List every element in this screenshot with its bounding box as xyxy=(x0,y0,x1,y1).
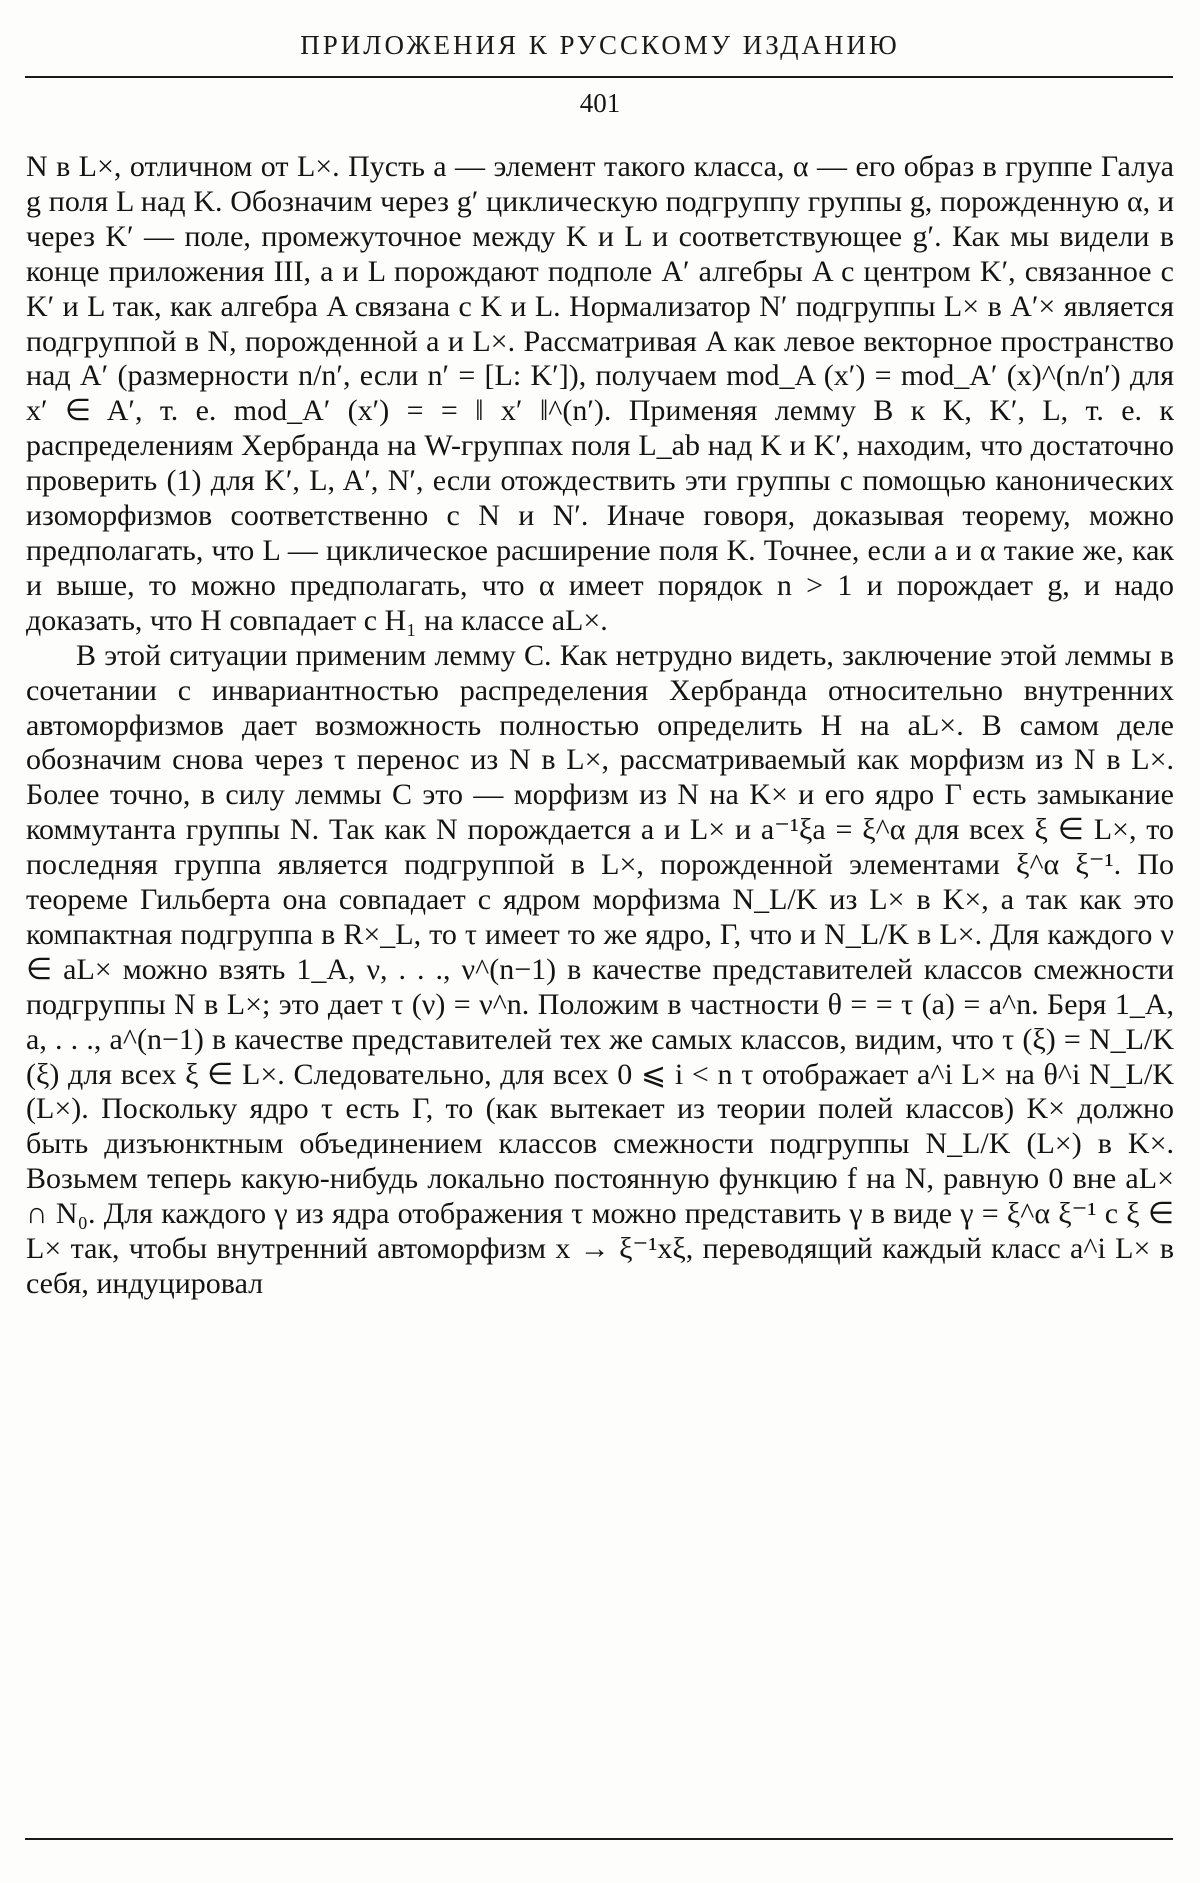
paragraph-1: N в L×, отличном от L×. Пусть a — элемент такого класса, α — его образ в группе Галуа g поля L над K. Обозначим через g′ циклическую подгруппу группы g, порожденную α, и через K′ — поле, промежуточное между K и L и соответствующее g′. Как мы видели в конце приложения III, a и L порождают подполе A′ алгебры A с центром K′, связанное с K′ и L так, как алгебра A связана с K и L. Нормализатор N′ подгруппы L× в A′× является подгруппой в N, порожденной a и L×. Рассматривая A как левое векторное пространство над A′ (размерности n/n′, если n′ = [L: K′]), получаем mod_A (x′) = mod_A′ (x)^(n/n′) для x′ ∈ A′, т. е. mod_A′ (x′) = = ‖ x′ ‖^(n′). Применяя лемму B к K, K′, L, т. е. к распределениям Хербранда на W-группах поля L_ab над K и K′, находим, что достаточно проверить (1) для K′, L, A′, N′, если отождествить эти группы с помощью канонических изоморфизмов соответственно с N и N′. Иначе говоря, доказывая теорему, можно предполагать, что L — циклическое расширение поля K. Точнее, если a и α такие же, как и выше, то можно предполагать, что α имеет порядок n > 1 и порождает g, и надо доказать, что H совпадает с H₁ на классе aL×. xyxy=(26,150,1174,637)
footer-rule xyxy=(25,1838,1173,1840)
page-number: 401 xyxy=(579,88,621,118)
running-head: ПРИЛОЖЕНИЯ К РУССКОМУ ИЗДАНИЮ xyxy=(300,30,900,60)
body-text xyxy=(26,150,1174,1302)
header-rule xyxy=(25,76,1173,78)
paragraph-2: В этой ситуации применим лемму C. Как нетрудно видеть, заключение этой леммы в сочетании с инвариантностью распределения Хербранда относительно внутренних автоморфизмов дает возможность полностью определить H на aL×. В самом деле обозначим снова через τ перенос из N в L×, рассматриваемый как морфизм из N в L×. Более точно, в силу леммы C это — морфизм из N на K× и его ядро Γ есть замыкание коммутанта группы N. Так как N порождается a и L× и a⁻¹ξa = ξ^α для всех ξ ∈ L×, то последняя группа является подгруппой в L×, порожденной элементами ξ^α ξ⁻¹. По теореме Гильберта она совпадает с ядром морфизма N_L/K из L× в K×, а так как это компактная подгруппа в R×_L, то τ имеет то же ядро, Γ, что и N_L/K в L×. Для каждого ν ∈ aL× можно взять 1_A, ν, . . ., ν^(n−1) в качестве представителей классов смежности подгруппы N в L×; это дает τ (ν) = ν^n. Положим в частности θ = = τ (a) = a^n. Беря 1_A, a, . . ., a^(n−1) в качестве представителей тех же самых классов, видим, что τ (ξ) = N_L/K (ξ) для всех ξ ∈ L×. Следовательно, для всех 0 ⩽ i < n τ отображает a^i L× на θ^i N_L/K (L×). Поскольку ядро τ есть Γ, то (как вытекает из теории полей классов) K× должно быть дизъюнктным объединением классов смежности подгруппы N_L/K (L×) в K×. Возьмем теперь какую-нибудь локально постоянную функцию f на N, равную 0 вне aL× ∩ N₀. Для каждого γ из ядра отображения τ можно представить γ в виде γ = ξ^α ξ⁻¹ с ξ ∈ L× так, чтобы внутренний автоморфизм x → ξ⁻¹xξ, переводящий каждый класс a^i L× в себя, индуцировал xyxy=(26,638,1174,1300)
